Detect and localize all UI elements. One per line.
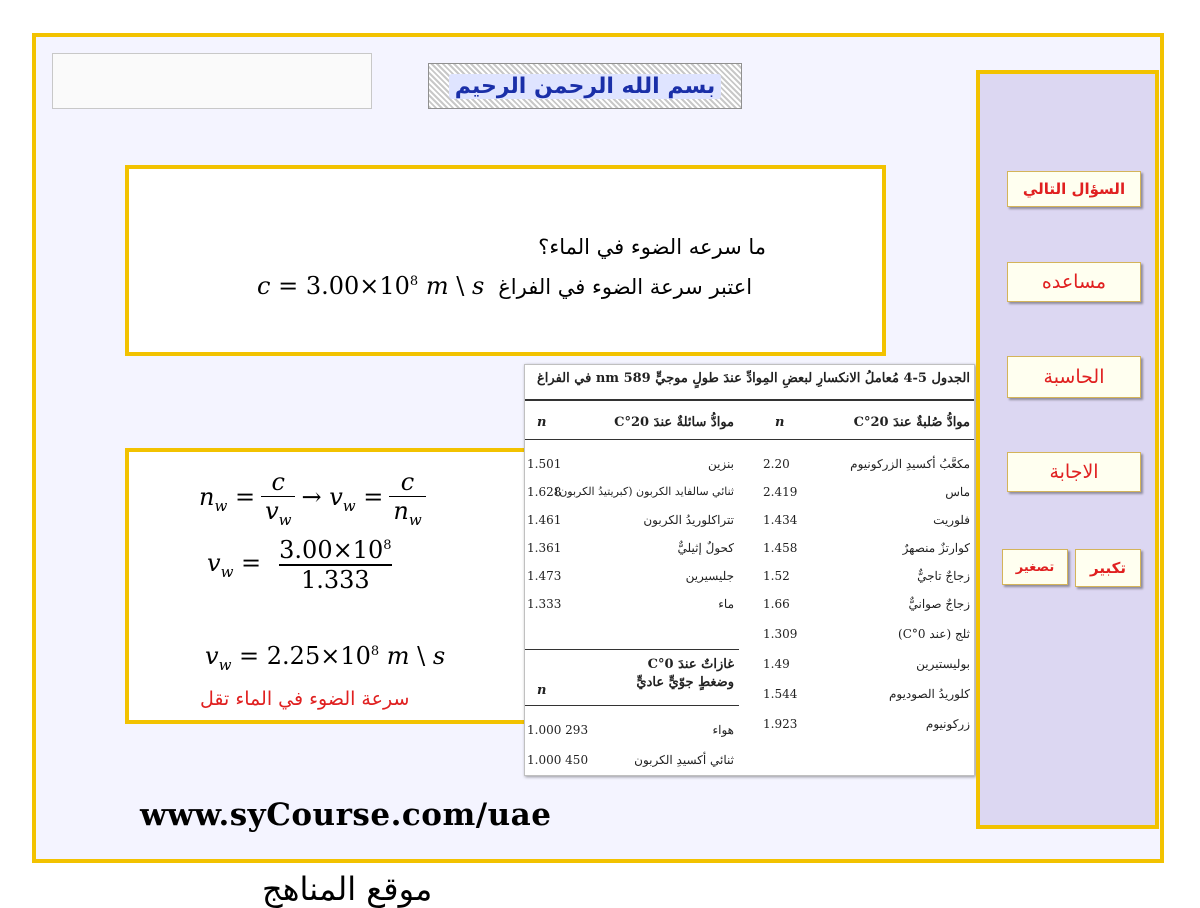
gas-n: 1.000 450 <box>527 753 589 767</box>
liquid-name: كحولٌ إثيليٌّ <box>677 541 734 555</box>
solid-name: ثلج (عند 0°C) <box>898 627 970 641</box>
question-line-2 <box>257 272 752 300</box>
basmala-banner <box>428 63 742 109</box>
table-rule-header <box>525 439 975 440</box>
solid-n: 2.20 <box>763 457 790 471</box>
solid-n: 1.434 <box>763 513 798 527</box>
table-title: الجدول 5-4 مُعاملُ الانكسارِ لبعضِ المِوادِّ عندَ طولٍ موجيٍّ 589 nm في الفراغ <box>537 371 970 386</box>
liquid-name: ماء <box>718 597 734 611</box>
table-rule-top <box>525 399 975 401</box>
liquid-header: موادُّ سائلةٌ عندَ 20°C <box>614 415 734 430</box>
solid-n: 2.419 <box>763 485 798 499</box>
solution-box <box>125 448 503 724</box>
equation-3: $v_w = 2.25\times 10^8$ m \ s <box>205 642 446 674</box>
solid-n-label: n <box>775 415 785 430</box>
solid-name: ماس <box>945 485 970 499</box>
gas-n-label: n <box>537 683 547 698</box>
gas-name: ثنائي أكسيدِ الكربون <box>634 753 734 767</box>
solution-note: سرعة الضوء في الماء تقل <box>200 688 410 710</box>
equation-2: $v_w$ = $\frac{3.00\times 10^8}{1.333}$ <box>207 536 392 594</box>
liquid-n: 1.361 <box>527 541 562 555</box>
liquid-n: 1.461 <box>527 513 562 527</box>
speed-of-light-formula: $c = 3.00\times 10^8$ m \ s <box>257 272 485 300</box>
site-url: www.syCourse.com/uae <box>140 797 552 833</box>
zoom-in-button[interactable]: تكبير <box>1075 549 1141 587</box>
gas-n: 1.000 293 <box>527 723 589 737</box>
solid-n: 1.66 <box>763 597 790 611</box>
sidebar <box>976 70 1159 829</box>
solid-header: موادُّ صُلبةٌ عندَ 20°C <box>853 415 970 430</box>
liquid-n-label: n <box>537 415 547 430</box>
question-line-1: ما سرعه الضوء في الماء؟ <box>538 235 766 259</box>
liquid-name: بنزين <box>707 457 734 471</box>
solid-name: بوليستيرين <box>916 657 970 671</box>
liquid-name: جليسيرين <box>685 569 734 583</box>
gas-name: هواء <box>712 723 734 737</box>
answer-input[interactable] <box>52 53 372 109</box>
liquid-name: تتراكلوريدُ الكربون <box>643 513 734 527</box>
equation-2-denominator: 1.333 <box>279 564 392 594</box>
solid-name: زجاجٌ صوانيٌّ <box>908 597 970 611</box>
refractive-index-table <box>524 364 975 776</box>
question-box <box>125 165 886 356</box>
solid-n: 1.544 <box>763 687 798 701</box>
liquid-n: 1.501 <box>527 457 562 471</box>
solid-n: 1.458 <box>763 541 798 555</box>
calculator-button[interactable]: الحاسبة <box>1007 356 1141 398</box>
solid-name: زجاجٌ تاجيٌّ <box>917 569 970 583</box>
liquid-n: 1.473 <box>527 569 562 583</box>
solid-name: كوارتزٌ منصهرٌ <box>902 541 970 555</box>
site-name: موقع المناهج <box>262 870 433 908</box>
solid-name: فلوريت <box>933 513 970 527</box>
solid-n: 1.309 <box>763 627 798 641</box>
solid-n: 1.923 <box>763 717 798 731</box>
solid-n: 1.49 <box>763 657 790 671</box>
solid-n: 1.52 <box>763 569 790 583</box>
question-line-2-text: اعتبر سرعة الضوء في الفراغ <box>498 275 753 299</box>
equation-1: $n_w$ = $\frac{c}{v_w}$ → $v_w$ = $\frac{c}{n_w}$ <box>199 468 426 529</box>
solid-name: زركونيوم <box>925 717 970 731</box>
answer-button[interactable]: الاجابة <box>1007 452 1141 492</box>
gas-header-2: وضغطٍ جوّيٍّ عاديٍّ <box>636 675 734 690</box>
solid-name: كلوريدُ الصوديوم <box>888 687 970 701</box>
gas-header-1: غازاتٌ عندَ 0°C <box>647 657 734 672</box>
liquid-name: ثنائي سالفايد الكربون (كبريتيدُ الكربون) <box>554 485 734 498</box>
next-question-button[interactable]: السؤال التالي <box>1007 171 1141 207</box>
gas-rule <box>525 649 739 650</box>
liquid-n: 1.628 <box>527 485 562 499</box>
basmala-text: بسم الله الرحمن الرحيم <box>449 74 721 99</box>
help-button[interactable]: مساعده <box>1007 262 1141 302</box>
zoom-out-button[interactable]: تصغير <box>1002 549 1068 585</box>
liquid-n: 1.333 <box>527 597 562 611</box>
gas-rule-2 <box>525 705 739 706</box>
solid-name: مكعَّبُ أكسيدِ الزركونيوم <box>850 457 970 471</box>
